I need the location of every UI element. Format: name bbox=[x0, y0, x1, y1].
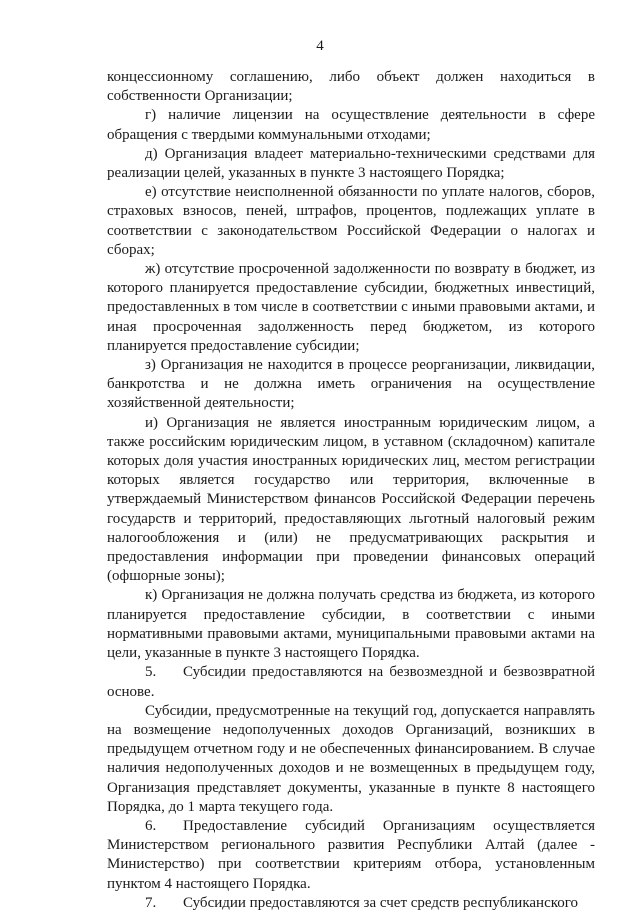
paragraph-g: г) наличие лицензии на осуществление деятельности в сфере обращения с твердыми коммунальными отходами; bbox=[107, 107, 595, 143]
paragraph-d: д) Организация владеет материально-техническими средствами для реализации целей, указанных в пункте 3 настоящего Порядка; bbox=[107, 145, 595, 182]
paragraph-i: и) Организация не является иностранным юридическим лицом, а также российским юридическим лицом, в уставном (складочном) капитале которых доля участия иностранных юридических лиц, местом регистрации которых является государство или территория, включенные в утверждаемый Министерством финансов Российской Федерации перечень государств и территорий, предоставляющих льготный налоговый режим налогообложения и (или) не предусматривающих раскрытия и предоставления информации при проведении финансовых операций (офшорные зоны); bbox=[107, 414, 595, 585]
paragraph-subsidies: Субсидии, предусмотренные на текущий год, допускается направлять на возмещение недополученных доходов Организаций, возникших в предыдущем отчетном году и не обеспеченных финансированием. В случае наличия недополученных доходов и не возмещенных в предыдущем году, Организация представляет документы, указанные в пункте 8 настоящего Порядка, до 1 марта текущего года. bbox=[107, 702, 595, 815]
item-6-text: Предоставление субсидий Организациям осуществляется Министерством регионального развития Республики Алтай (далее - Министерство) при соответствии критериям отбора, установленным пунктом 4 настоящего Порядка. bbox=[107, 817, 595, 892]
paragraph-e: е) отсутствие неисполненной обязанности по уплате налогов, сборов, страховых взносов, пеней, штрафов, процентов, подлежащих уплате в соответствии с законодательством Российской Федерации о налогах и сборах; bbox=[107, 184, 595, 258]
paragraph-z: з) Организация не находится в процессе реорганизации, ликвидации, банкротства и не должна иметь ограничения на осуществление хозяйственной деятельности; bbox=[107, 357, 595, 412]
item-6-number: 6. bbox=[145, 817, 157, 834]
document-body bbox=[107, 68, 595, 913]
item-5-text: Субсидии предоставляются на безвозмездной и безвозвратной основе. bbox=[107, 664, 595, 700]
item-6 bbox=[107, 817, 595, 894]
page-number: 4 bbox=[316, 38, 324, 54]
item-5-number: 5. bbox=[145, 664, 157, 681]
item-5 bbox=[107, 663, 595, 701]
paragraph-k: к) Организация не должна получать средства из бюджета, из которого планируется предоставление субсидии, в соответствии с иными нормативными правовыми актами, муниципальными правовыми актами на цели, указанные в пункте 3 настоящего Порядка. bbox=[107, 587, 595, 662]
paragraph-concession: концессионному соглашению, либо объект должен находиться в собственности Организации; bbox=[107, 69, 595, 105]
paragraph-zh: ж) отсутствие просроченной задолженности по возврату в бюджет, из которого планируется предоставление субсидии, бюджетных инвестиций, предоставленных в том числе в соответствии с иными правовыми актами, и иная просроченная задолженность перед бюджетом, из которого планируется предоставление субсидии; bbox=[107, 261, 595, 354]
item-7 bbox=[107, 894, 595, 913]
item-7-number: 7. bbox=[145, 894, 157, 911]
item-7-text: Субсидии предоставляются за счет средств республиканского bbox=[183, 894, 579, 911]
